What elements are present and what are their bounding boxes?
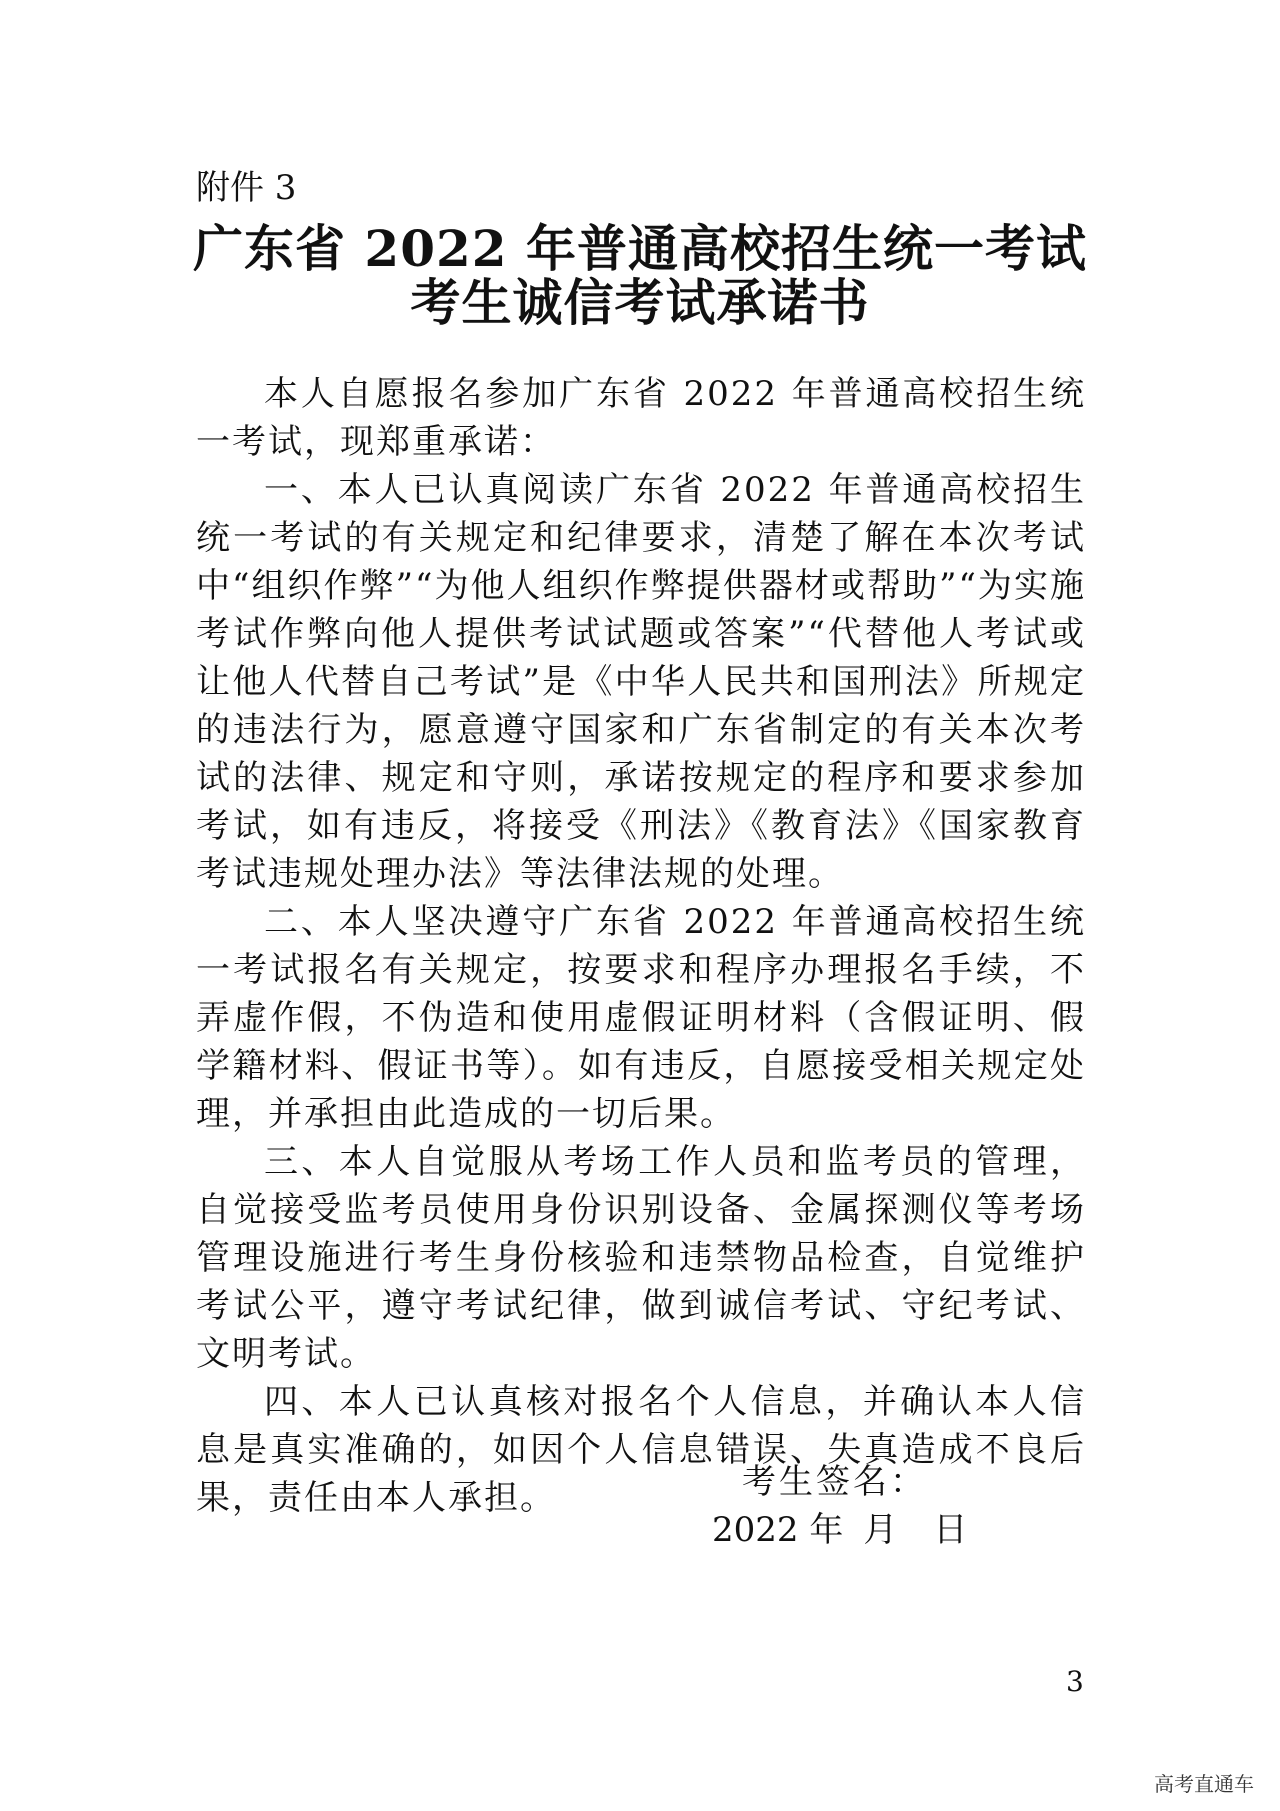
attachment-label: 附件 3 [196, 168, 297, 208]
document-title-line-2: 考生诚信考试承诺书 [410, 273, 870, 332]
paragraph-intro: 本人自愿报名参加广东省 2022 年普通高校招生统一考试，现郑重承诺： [196, 374, 1086, 462]
date-year: 2022 年 [712, 1510, 844, 1550]
paragraph-clause-4: 四、本人已认真核对报名个人信息，并确认本人信息是真实准确的，如因个人信息错误、失真造成不良后果，责任由本人承担。 [196, 1382, 1086, 1518]
date-day: 日 [933, 1510, 968, 1550]
paragraph-clause-3: 三、本人自觉服从考场工作人员和监考员的管理，自觉接受监考员使用身份识别设备、金属探测仪等考场管理设施进行考生身份核验和违禁物品检查，自觉维护考试公平，遵守考试纪律，做到诚信考试、守纪考试、文明考试。 [196, 1142, 1086, 1374]
watermark: 高考直通车 [1154, 1772, 1254, 1796]
document-body [196, 370, 1086, 1522]
page-number: 3 [1066, 1665, 1084, 1698]
signature-date [712, 1506, 967, 1554]
signature-label: 考生签名： [742, 1462, 927, 1502]
paragraph-clause-1: 一、本人已认真阅读广东省 2022 年普通高校招生统一考试的有关规定和纪律要求，清楚了解在本次考试中“组织作弊”“为他人组织作弊提供器材或帮助”“为实施考试作弊向他人提供考试试题或答案”“代替他人考试或让他人代替自己考试”是《中华人民共和国刑法》所规定的违法行为，愿意遵守国家和广东省制定的有关本次考试的法律、规定和守则，承诺按规定的程序和要求参加考试，如有违反，将接受《刑法》《教育法》《国家教育考试违规处理办法》等法律法规的处理。 [196, 470, 1086, 894]
document-title-line-1: 广东省 2022 年普通高校招生统一考试 [193, 219, 1087, 278]
date-month: 月 [863, 1510, 898, 1550]
paragraph-clause-2: 二、本人坚决遵守广东省 2022 年普通高校招生统一考试报名有关规定，按要求和程序办理报名手续，不弄虚作假，不伪造和使用虚假证明材料（含假证明、假学籍材料、假证书等）。如有违反，自愿接受相关规定处理，并承担由此造成的一切后果。 [196, 902, 1086, 1134]
